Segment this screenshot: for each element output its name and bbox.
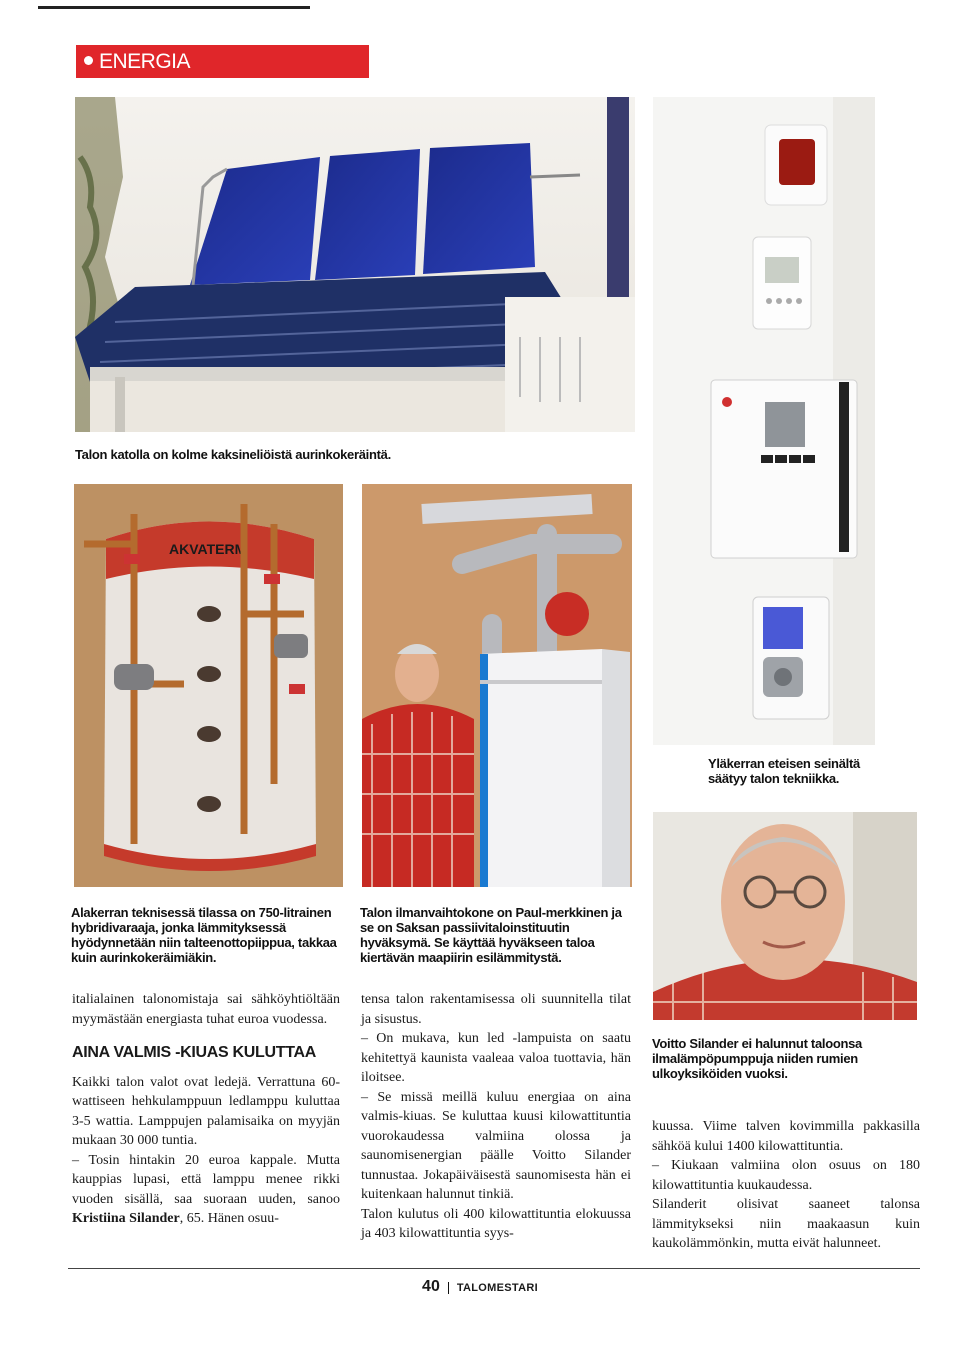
magazine-name: TALOMESTARI: [456, 1282, 538, 1294]
section-tag: [76, 45, 369, 78]
article-column-3: [652, 1117, 920, 1254]
col1-paragraph-3b: , 65. Hänen osuu-: [179, 1211, 279, 1226]
roof-solar-photo: [75, 97, 635, 432]
footer-separator: [448, 1282, 449, 1294]
boiler-brand-text: AKVATERM: [169, 541, 247, 557]
col3-paragraph-3: Silanderit olisivat saaneet talonsa lämmitykseksi niin maakaasun kuin kaukolämmönkin, mutta eivät halunneet.: [652, 1197, 920, 1251]
col2-paragraph-2: – On mukava, kun led -lampuista on saatu kehitettyä kaunista vaaleaa valoa tuottavia, hän iloitsee.: [361, 1031, 631, 1085]
portrait-photo: [653, 812, 917, 1020]
col3-paragraph-1: kuussa. Viime talven kovimmilla pakkasilla sähköä kului 1400 kilowattituntia.: [652, 1119, 920, 1154]
boiler-caption: Alakerran teknisessä tilassa on 750-litrainen hybridivaraaja, jonka lämmityksessä hyödynnetään niin talteenottopiippua, takkaa kuin aurinkokeräimiäkin.: [71, 905, 337, 965]
page-number: 40: [422, 1278, 440, 1295]
portrait-illustration: [653, 812, 917, 1020]
col3-paragraph-2: – Kiukaan valmiina olon osuus on 180 kilowattituntia kuukaudessa.: [652, 1158, 920, 1193]
col1-paragraph-3a: – Tosin hintakin 20 euroa kappale. Mutta kauppias lupasi, että lamppu menee rikki vuoden sisällä, saa suoraan uuden, sanoo: [72, 1152, 340, 1207]
col2-paragraph-1: tensa talon rakentamisessa oli suunnitella tilat ja sisustus.: [361, 992, 631, 1027]
col1-paragraph-2: Kaikki talon valot ovat ledejä. Verrattuna 60- wattiseen hehkulamppuun ledlamppu kuluttaa 3-5 wattia. Lamppujen palamisaika on myyjän mukaan 30 000 tuntia.: [72, 1074, 340, 1148]
control-panels-photo: [653, 97, 875, 745]
col1-paragraph-3: [72, 1151, 340, 1229]
control-panels-illustration: [653, 97, 875, 745]
footer-rule: [68, 1268, 920, 1269]
roof-caption: Talon katolla on kolme kaksineliöistä aurinkokeräintä.: [75, 447, 391, 462]
article-subhead: AINA VALMIS -KIUAS KULUTTAA: [72, 1044, 317, 1061]
ventilation-caption: Talon ilmanvaihtokone on Paul-merkkinen ja se on Saksan passiivitaloinstituutin hyväksymä. Se käyttää hyväkseen taloa kiertävän maapiirin esilämmitystä.: [360, 905, 622, 965]
hybrid-tank-photo: [74, 484, 343, 887]
person-name: Kristiina Silander: [72, 1211, 180, 1226]
col1-paragraph-1: italialainen talonomistaja sai sähköyhtiöltään myymästään energiasta tuhat euroa vuodessa.: [72, 992, 340, 1027]
col2-paragraph-4: Talon kulutus oli 400 kilowattituntia elokuussa ja 403 kilowattituntia syys-: [361, 1206, 631, 1241]
hybrid-tank-illustration: [74, 484, 343, 887]
panels-caption: Yläkerran eteisen seinältä säätyy talon tekniikka.: [708, 756, 860, 786]
col2-paragraph-3: – Se missä meillä kuluu energiaa on aina valmis-kiuas. Se kuluttaa kuusi kilowattituntia vuorokaudessa valmiina olossa ja saunomisenergian päälle Voitto Silander tunnustaa. Jokapäiväisestä saunomisesta hän ei kuitenkaan halunnut tinkiä.: [361, 1089, 631, 1202]
article-column-2: [361, 990, 631, 1244]
article-column-1: [72, 990, 340, 1229]
top-rule: [38, 6, 310, 9]
ventilation-photo: [362, 484, 632, 887]
bullet-icon: [84, 56, 93, 65]
portrait-caption: Voitto Silander ei halunnut taloonsa ilmalämpöpumppuja niiden rumien ulkoyksiköiden vuoksi.: [652, 1036, 862, 1081]
roof-solar-illustration: [75, 97, 635, 432]
section-label: ENERGIA: [99, 50, 191, 73]
page-footer: [0, 1278, 960, 1296]
ventilation-illustration: [362, 484, 632, 887]
